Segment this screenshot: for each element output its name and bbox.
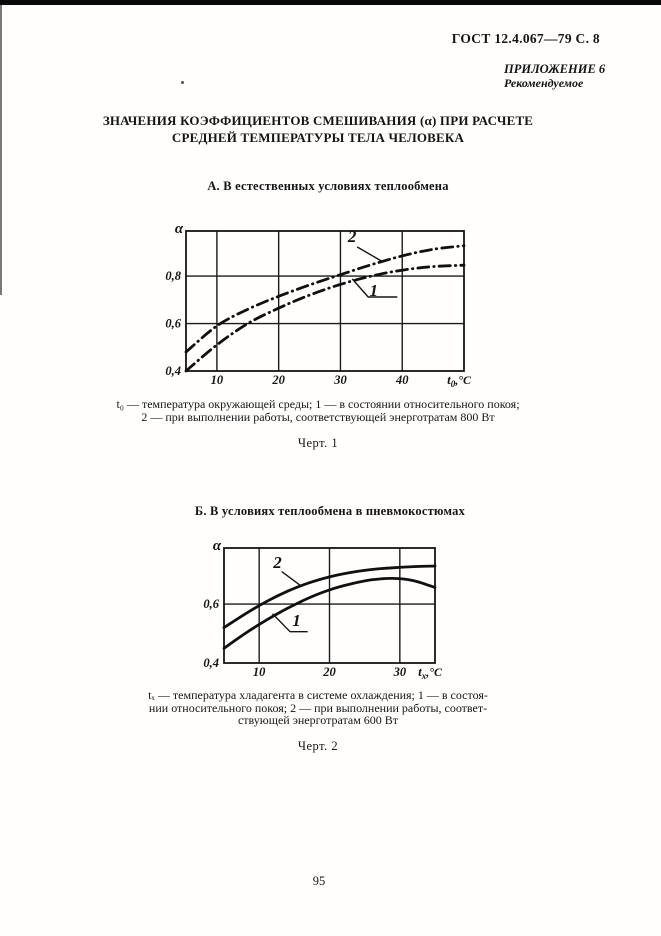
curve-label: 1 — [369, 281, 379, 301]
appendix-subtitle: Рекомендуемое — [504, 76, 584, 90]
x-tick-label: 30 — [334, 373, 347, 387]
x-tick-label: 10 — [210, 373, 224, 387]
x-axis-label: tх,°C — [418, 664, 442, 681]
page-number: 95 — [312, 874, 326, 888]
text-line: ствующей энерготратам 600 Вт — [237, 713, 399, 727]
text-line: tₓ — температура хладагента в системе охлаждения; 1 — в состоя- — [148, 688, 488, 702]
figure-2-label: Черт. 2 — [297, 739, 339, 753]
document-header: ГОСТ 12.4.067—79 С. 8 — [451, 31, 600, 46]
scan-edge-top — [0, 0, 661, 5]
scan-edge-left — [0, 0, 2, 295]
text-line: 2 — при выполнении работы, соответствующей энерготратам 800 Вт — [141, 409, 495, 424]
figure-1-label: Черт. 1 — [297, 436, 339, 450]
appendix-title: ПРИЛОЖЕНИЕ 6 — [504, 62, 606, 76]
curve-label: 2 — [347, 226, 357, 246]
text-line: t₀ — температура окружающей среды; 1 — в состоянии относительного покоя; — [116, 397, 520, 411]
appendix-block — [504, 62, 605, 90]
chart-1-natural-heat-exchange — [160, 216, 480, 392]
leader-line — [357, 247, 381, 261]
page-title — [78, 112, 558, 146]
text-line: ЗНАЧЕНИЯ КОЭФФИЦИЕНТОВ СМЕШИВАНИЯ (α) ПРИ РАСЧЕТЕ — [102, 113, 534, 128]
y-tick-label: 0,4 — [165, 364, 181, 378]
leader-line — [282, 572, 301, 586]
leader-line — [273, 614, 308, 632]
section-a-heading: А. В естественных условиях теплообмена — [207, 179, 449, 193]
x-tick-label: 30 — [393, 665, 407, 679]
curve-label: 2 — [273, 553, 282, 573]
x-tick-label: 40 — [395, 373, 409, 387]
section-b-heading: Б. В условиях теплообмена в пневмокостюмах — [194, 504, 466, 518]
y-tick-label: 0,6 — [165, 316, 181, 331]
x-axis-label: t0,°C — [447, 372, 471, 389]
y-tick-label: 0,4 — [203, 656, 219, 670]
y-axis-label: α — [212, 538, 222, 554]
y-axis-label: α — [174, 221, 184, 237]
chart-2-caption — [73, 689, 563, 727]
chart-1-caption — [73, 398, 563, 423]
y-tick-label: 0,6 — [203, 597, 219, 612]
text-line: нии относительного покоя; 2 — при выполнении работы, соответ- — [148, 700, 488, 715]
chart-2-pneumosuit-heat-exchange — [195, 533, 460, 680]
y-tick-label: 0,8 — [165, 269, 181, 284]
curve-label: 1 — [292, 611, 301, 631]
x-tick-label: 20 — [272, 373, 285, 387]
x-tick-label: 10 — [252, 665, 266, 679]
x-tick-label: 20 — [323, 665, 336, 679]
scan-speck — [181, 81, 184, 84]
text-line: СРЕДНЕЙ ТЕМПЕРАТУРЫ ТЕЛА ЧЕЛОВЕКА — [171, 130, 465, 145]
